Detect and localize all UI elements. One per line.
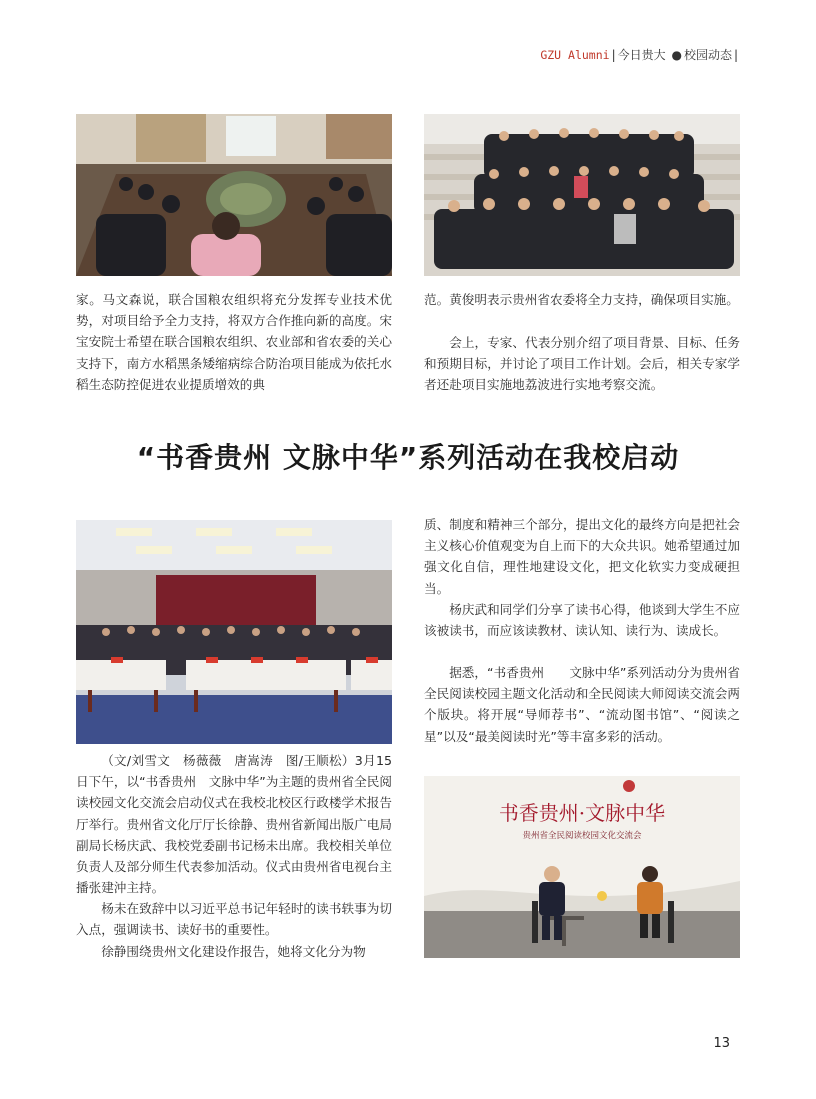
header-section-today: 今日贵大 bbox=[617, 48, 666, 62]
article-right-paragraph-3: 据悉，“书香贵州 文脉中华”系列活动分为贵州省全民阅读校园主题文化活动和全民阅读大师阅读交流会两个版块。将开展“导师荐书”、“流动图书馆”、“阅读之星”以及“最美阅读时光”等丰富多彩的活动。 bbox=[424, 665, 740, 744]
article-right-paragraph-2: 杨庆武和同学们分享了读书心得，他谈到大学生不应该被读书，而应该读教材、读认知、读行为、读成长。 bbox=[424, 602, 740, 639]
article-left-paragraph-3: 徐静围绕贵州文化建设作报告，她将文化分为物 bbox=[101, 944, 366, 959]
top-right-paragraph-1: 范。黄俊明表示贵州省农委将全力支持，确保项目实施。 bbox=[424, 292, 739, 307]
page-number: 13 bbox=[713, 1036, 730, 1051]
article-right-paragraph-1: 质、制度和精神三个部分，提出文化的最终方向是把社会主义核心价值观变为自上而下的大众共识。她希望通过加强文化自信，理性地建设文化，把文化软实力变成硬担当。 bbox=[424, 517, 740, 596]
auditorium-photo bbox=[76, 520, 392, 744]
running-header: GZU Alumni | 今日贵大 ● 校园动态 | bbox=[540, 48, 738, 62]
banner-calligraphy: 书香贵州·文脉中华 bbox=[498, 801, 666, 825]
stage-dialogue-photo bbox=[424, 776, 740, 958]
header-section-campus: 校园动态 bbox=[683, 48, 732, 62]
article-left-paragraph-2: 杨未在致辞中以习近平总书记年轻时的读书轶事为切入点，强调读书、读好书的重要性。 bbox=[76, 901, 392, 938]
group-photo bbox=[424, 114, 740, 276]
top-right-paragraph-2: 会上，专家、代表分别介绍了项目背景、目标、任务和预期目标，并讨论了项目工作计划。会后，相关专家学者还赴项目实施地荔波进行实地考察交流。 bbox=[424, 335, 740, 393]
header-brand: GZU Alumni bbox=[540, 48, 610, 62]
top-left-paragraph: 家。马文森说，联合国粮农组织将充分发挥专业技术优势，对项目给予全力支持，将双方合作推向新的高度。宋宝安院士希望在联合国粮农组织、农业部和省农委的关心支持下，南方水稻黑条矮缩病综合防治项目能成为依托水稻生态防控促进农业提质增效的典 bbox=[76, 292, 392, 392]
article-title: “书香贵州 文脉中华”系列活动在我校启动 bbox=[136, 441, 680, 474]
meeting-photo bbox=[76, 114, 392, 276]
banner-subtitle: 贵州省全民阅读校园文化交流会 bbox=[522, 831, 642, 841]
article-left-paragraph-1: （文/刘雪文 杨薇薇 唐嵩涛 图/王顺松）3月15日下午，以“书香贵州 文脉中华”为主题的贵州省全民阅读校园文化交流会启动仪式在我校北校区行政楼学术报告厅举行。贵州省文化厅厅长徐静、贵州省新闻出版广电局副局长杨庆武、我校党委副书记杨未出席。我校相关单位负责人及部分师生代表参加活动。仪式由贵州省电视台主播张建沖主持。 bbox=[76, 753, 392, 896]
